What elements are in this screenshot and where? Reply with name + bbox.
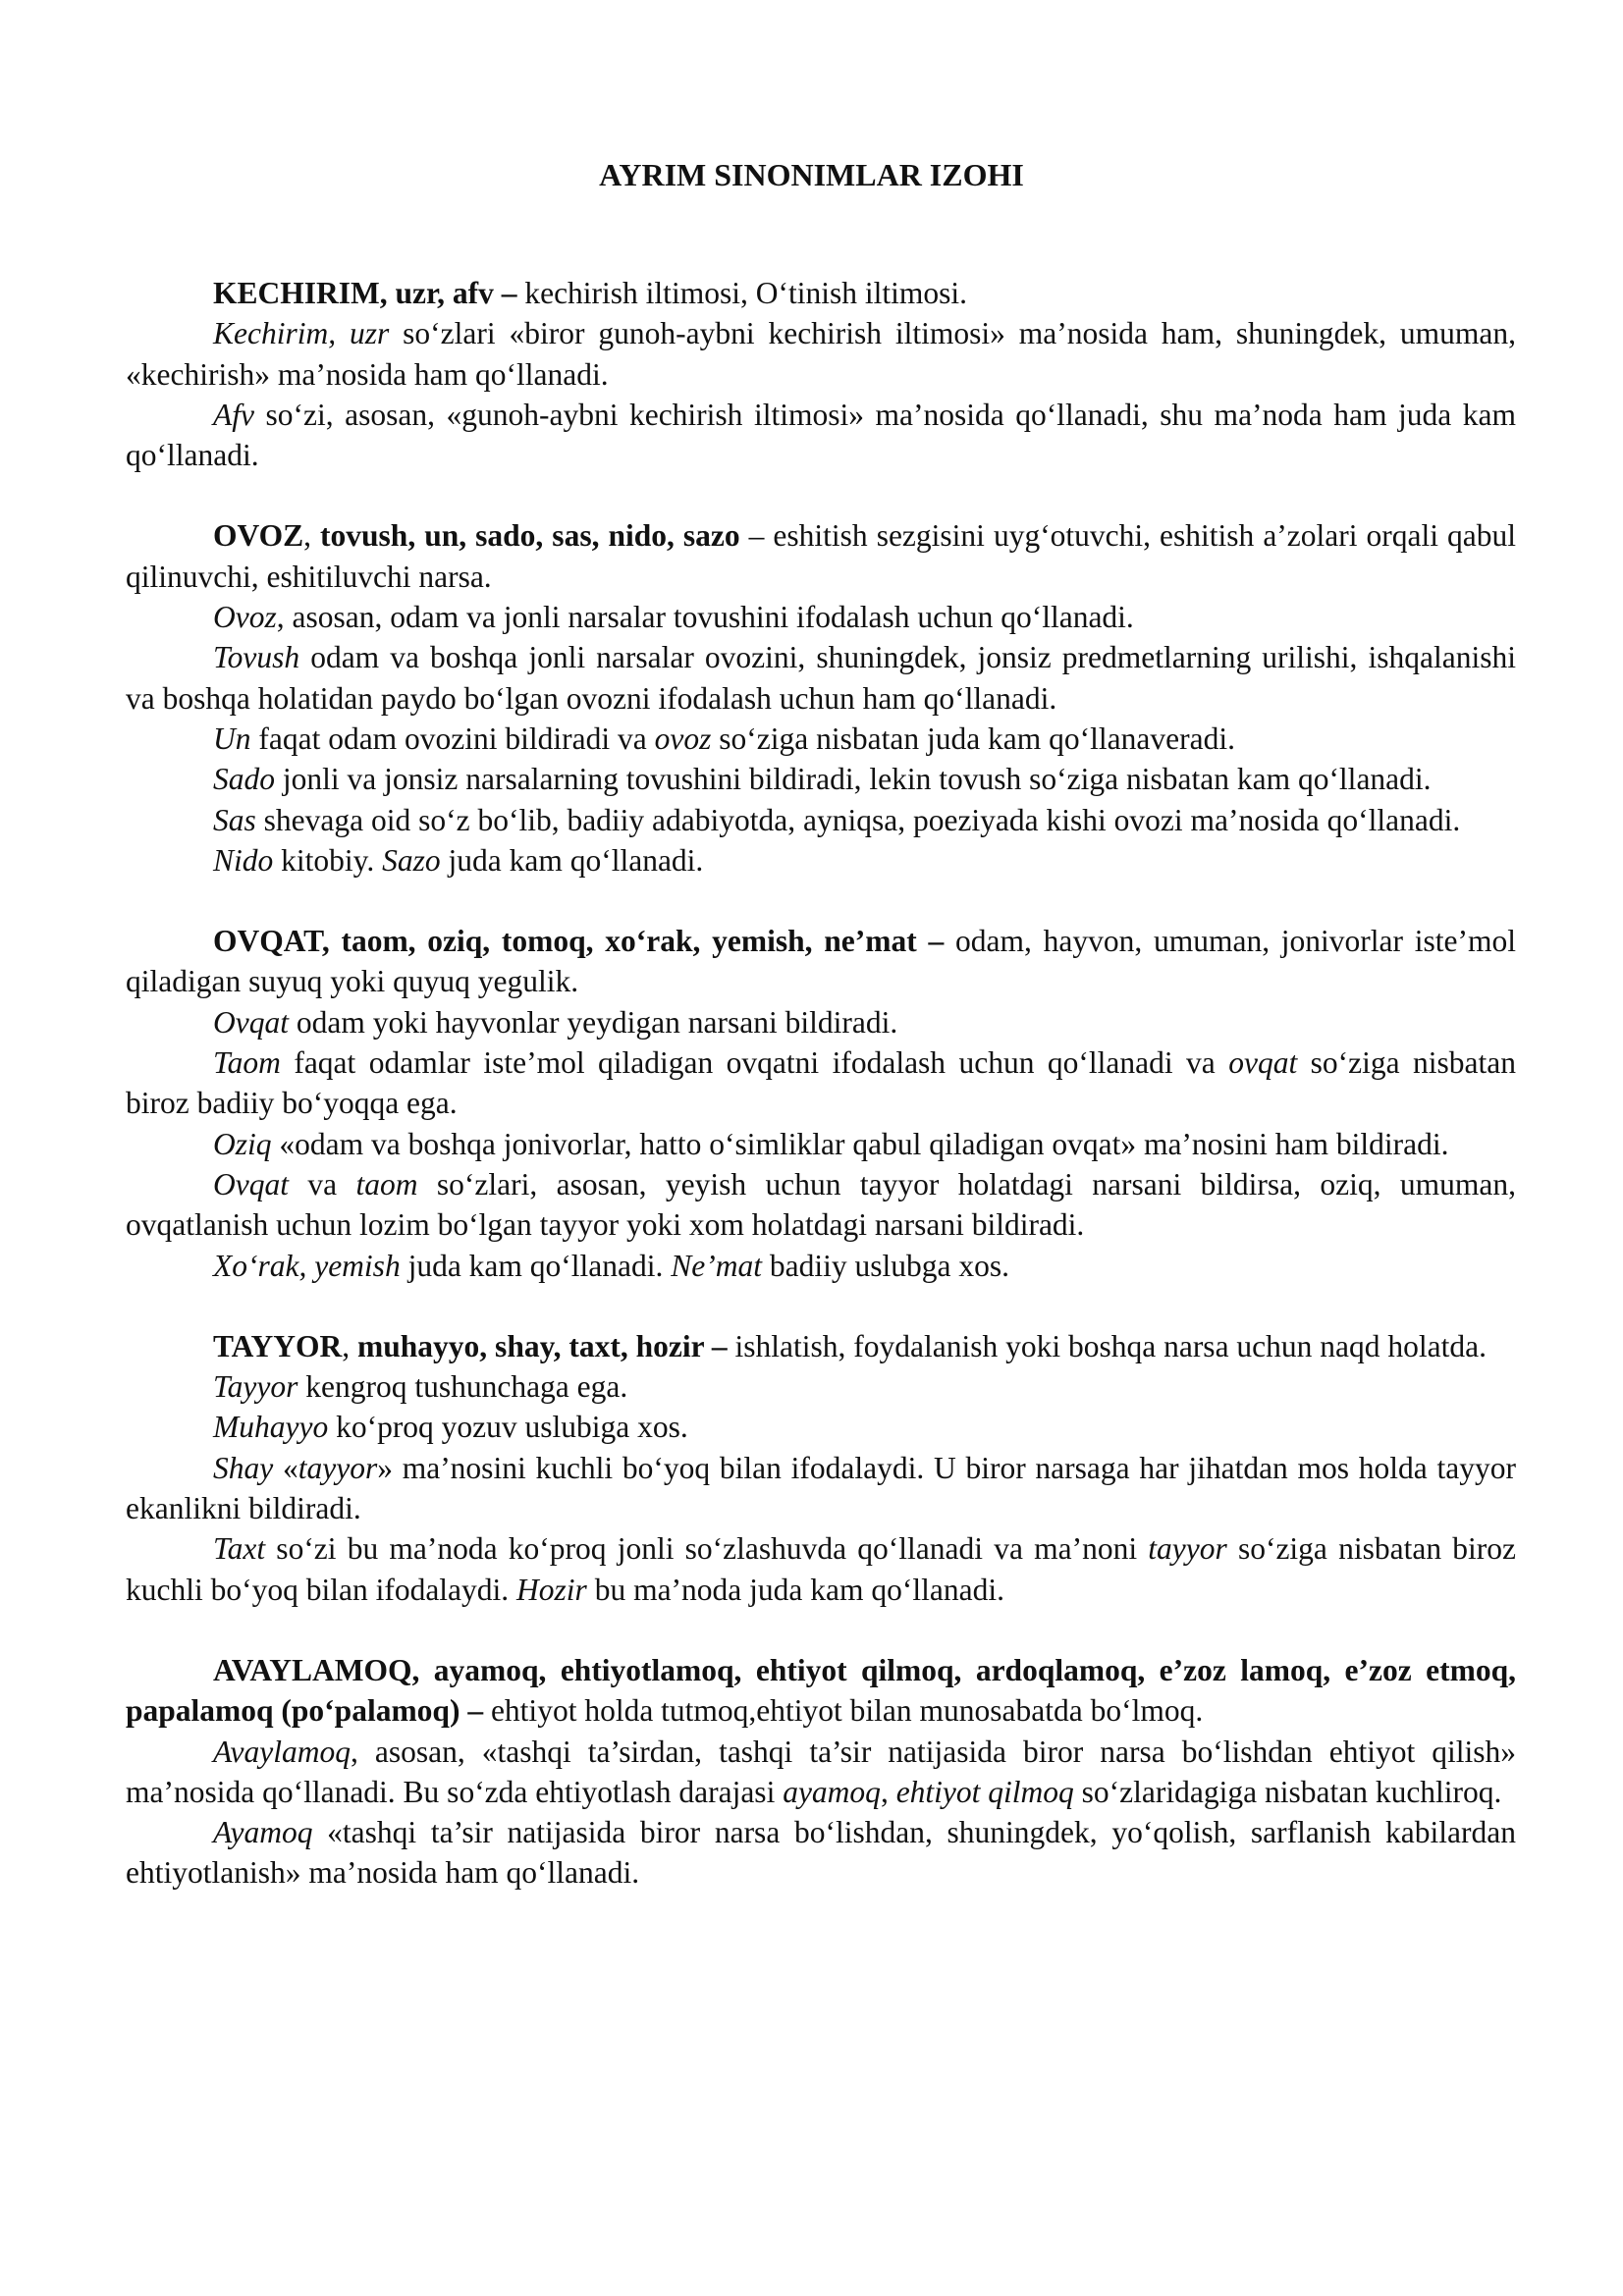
- entry-paragraph: [126, 395, 1516, 476]
- body-text: kengroq tushunchaga ega.: [298, 1369, 628, 1405]
- italic-term: Taom: [213, 1045, 281, 1081]
- entry-paragraph: [126, 1366, 1516, 1407]
- body-text: so‘ziga nisbatan biroz kuchli bo‘yoq bilan ifodalaydi.: [126, 1531, 1516, 1607]
- synonym-entry: [126, 273, 1516, 475]
- body-text: odam, hayvon, umuman, jonivorlar iste’mol qiladigan suyuq yoki quyuq yegulik.: [126, 924, 1517, 999]
- document-body: [126, 273, 1516, 1934]
- italic-term: Ovoz: [213, 600, 277, 635]
- body-text: – eshitish sezgisini uyg‘otuvchi, eshitish a’zolari orqali qabul qilinuvchi, eshitiluvchi narsa.: [126, 518, 1516, 594]
- body-text: ,: [880, 1774, 896, 1809]
- body-text: va: [288, 1166, 356, 1201]
- entry-paragraph: [126, 313, 1516, 395]
- entry-paragraph: [126, 800, 1516, 840]
- italic-term: tayyor: [298, 1450, 378, 1485]
- body-text: faqat odam ovozini bildiradi va: [250, 721, 655, 756]
- body-text: , asosan, odam va jonli narsalar tovushini ifodalash uchun qo‘llanadi.: [276, 600, 1134, 635]
- entry-paragraph: [126, 1528, 1516, 1610]
- synonym-entry: [126, 515, 1516, 881]
- body-text: , asosan, «tashqi ta’sirdan, tashqi ta’sir natijasida biror narsa bo‘lishdan ehtiyot qilish» ma’nosida qo‘llanadi. Bu so‘zda ehtiyotlash darajasi: [126, 1734, 1516, 1809]
- body-text: ishlatish, foydalanish yoki boshqa narsa uchun naqd holatda.: [734, 1328, 1487, 1363]
- body-text: juda kam qo‘llanadi.: [400, 1248, 672, 1283]
- entry-definition: [126, 515, 1516, 597]
- body-text: shevaga oid so‘z bo‘lib, badiiy adabiyotda, ayniqsa, poeziyada kishi ovozi ma’nosida qo‘llanadi.: [255, 802, 1461, 837]
- body-text: ,: [342, 1328, 358, 1363]
- body-text: kitobiy.: [273, 842, 383, 878]
- italic-term: tayyor: [1148, 1531, 1227, 1567]
- entry-paragraph: [126, 719, 1516, 759]
- entry-definition: [126, 1326, 1516, 1366]
- italic-term: Un: [213, 721, 251, 756]
- entry-definition: [126, 273, 1516, 313]
- body-text: » ma’nosini kuchli bo‘yoq bilan ifodalaydi. U biror narsaga har jihatdan mos holda tayyor ekanlikni bildiradi.: [126, 1450, 1516, 1526]
- entry-paragraph: [126, 840, 1516, 881]
- italic-term: Ne’mat: [671, 1248, 762, 1283]
- headword-text: AVAYLAMOQ, ayamoq, ehtiyotlamoq, ehtiyot qilmoq, ardoqlamoq, e’zoz lamoq, e’zoz etmoq, papalamoq (po‘palamoq): [126, 1652, 1516, 1729]
- headword-text: OVQAT, taom, oziq, tomoq, xo‘rak, yemish, ne’mat: [213, 924, 917, 959]
- italic-term: ayamoq: [783, 1774, 881, 1809]
- italic-term: ovoz: [654, 721, 712, 756]
- italic-term: Avaylamoq: [213, 1734, 351, 1769]
- entry-paragraph: [126, 637, 1516, 719]
- italic-term: taom: [355, 1166, 418, 1201]
- headword-text: –: [460, 1693, 491, 1729]
- italic-term: Hozir: [516, 1572, 587, 1607]
- italic-term: Taxt: [213, 1531, 266, 1567]
- entry-paragraph: [126, 1124, 1516, 1164]
- body-text: so‘zlari «biror gunoh-aybni kechirish iltimosi» ma’nosida ham, shuningdek, umuman, «kechirish» ma’nosida ham qo‘llanadi.: [126, 316, 1516, 392]
- entry-paragraph: [126, 597, 1516, 637]
- body-text: bu ma’noda juda kam qo‘llanadi.: [586, 1572, 1004, 1607]
- italic-term: Tayyor: [213, 1369, 298, 1405]
- italic-term: Sas: [213, 802, 256, 837]
- body-text: so‘zi bu ma’noda ko‘proq jonli so‘zlashuvda qo‘llanadi va ma’noni: [265, 1531, 1149, 1567]
- italic-term: Oziq: [213, 1126, 272, 1161]
- body-text: kechirish iltimosi, O‘tinish iltimosi.: [524, 276, 967, 310]
- entry-paragraph: [126, 1246, 1516, 1286]
- entry-paragraph: [126, 1002, 1516, 1042]
- italic-term: Kechirim, uzr: [213, 316, 390, 351]
- headword-text: TAYYOR: [213, 1328, 343, 1363]
- body-text: «: [273, 1450, 298, 1485]
- italic-term: Muhayyo: [213, 1410, 329, 1445]
- italic-term: Ayamoq: [213, 1815, 313, 1850]
- entry-paragraph: [126, 1164, 1516, 1246]
- headword-text: –: [493, 276, 525, 310]
- italic-term: Xo‘rak, yemish: [213, 1248, 401, 1283]
- body-text: «tashqi ta’sir natijasida biror narsa bo‘lishdan, shuningdek, yo‘qolish, sarflanish kabilardan ehtiyotlanish» ma’nosida ham qo‘llanadi.: [126, 1815, 1516, 1891]
- entry-paragraph: [126, 1732, 1516, 1813]
- italic-term: Sado: [213, 762, 275, 797]
- italic-term: Sazo: [382, 842, 441, 878]
- headword-text: –: [916, 924, 955, 959]
- italic-term: Nido: [213, 842, 274, 878]
- italic-term: ovqat: [1228, 1045, 1298, 1081]
- synonym-entry: [126, 921, 1516, 1286]
- body-text: juda kam qo‘llanadi.: [440, 842, 704, 878]
- italic-term: Ovqat: [213, 1166, 289, 1201]
- entry-paragraph: [126, 1042, 1516, 1124]
- italic-term: Afv: [213, 397, 254, 432]
- entry-definition: [126, 1650, 1516, 1732]
- headword-text: –: [704, 1328, 735, 1363]
- body-text: ko‘proq yozuv uslubiga xos.: [328, 1410, 688, 1445]
- body-text: so‘ziga nisbatan juda kam qo‘llanaveradi.: [711, 721, 1235, 756]
- body-text: odam yoki hayvonlar yeydigan narsani bildiradi.: [288, 1004, 898, 1040]
- headword-text: KECHIRIM, uzr, afv: [213, 276, 494, 310]
- italic-term: Tovush: [213, 640, 300, 675]
- synonym-entry: [126, 1326, 1516, 1610]
- page-title: AYRIM SINONIMLAR IZOHI: [599, 157, 1024, 192]
- body-text: faqat odamlar iste’mol qiladigan ovqatni ifodalash uchun qo‘llanadi va: [280, 1045, 1229, 1081]
- headword-text: tovush, un, sado, sas, nido, sazo: [320, 518, 740, 554]
- italic-term: ehtiyot qilmoq: [895, 1774, 1074, 1809]
- body-text: odam va boshqa jonli narsalar ovozini, shuningdek, jonsiz predmetlarning urilishi, ishqalanishi va boshqa holatidan paydo bo‘lgan ovozni ifodalash uchun ham qo‘llanadi.: [126, 640, 1516, 716]
- body-text: jonli va jonsiz narsalarning tovushini bildiradi, lekin tovush so‘ziga nisbatan kam qo‘llanadi.: [275, 762, 1432, 797]
- synonym-entry: [126, 1650, 1516, 1894]
- entry-definition: [126, 921, 1516, 1002]
- body-text: so‘ziga nisbatan biroz badiiy bo‘yoqqa ega.: [126, 1045, 1517, 1121]
- body-text: so‘zi, asosan, «gunoh-aybni kechirish iltimosi» ma’nosida qo‘llanadi, shu ma’noda ham juda kam qo‘llanadi.: [126, 397, 1516, 473]
- italic-term: Ovqat: [213, 1004, 289, 1040]
- body-text: badiiy uslubga xos.: [762, 1248, 1009, 1283]
- body-text: ,: [303, 518, 321, 554]
- entry-paragraph: [126, 1812, 1516, 1894]
- italic-term: Shay: [213, 1450, 274, 1485]
- entry-paragraph: [126, 1448, 1516, 1529]
- body-text: ehtiyot holda tutmoq,ehtiyot bilan munosabatda bo‘lmoq.: [490, 1693, 1204, 1729]
- body-text: so‘zlari, asosan, yeyish uchun tayyor holatdagi narsani bildirsa, oziq, umuman, ovqatlanish uchun lozim bo‘lgan tayyor yoki xom holatdagi narsani bildiradi.: [126, 1166, 1517, 1243]
- body-text: so‘zlaridagiga nisbatan kuchliroq.: [1073, 1774, 1502, 1809]
- headword-text: muhayyo, shay, taxt, hozir: [357, 1328, 704, 1363]
- headword-text: OVOZ: [213, 518, 304, 554]
- entry-paragraph: [126, 1407, 1516, 1447]
- body-text: «odam va boshqa jonivorlar, hatto o‘simliklar qabul qiladigan ovqat» ma’nosini ham bildiradi.: [271, 1126, 1449, 1161]
- entry-paragraph: [126, 759, 1516, 799]
